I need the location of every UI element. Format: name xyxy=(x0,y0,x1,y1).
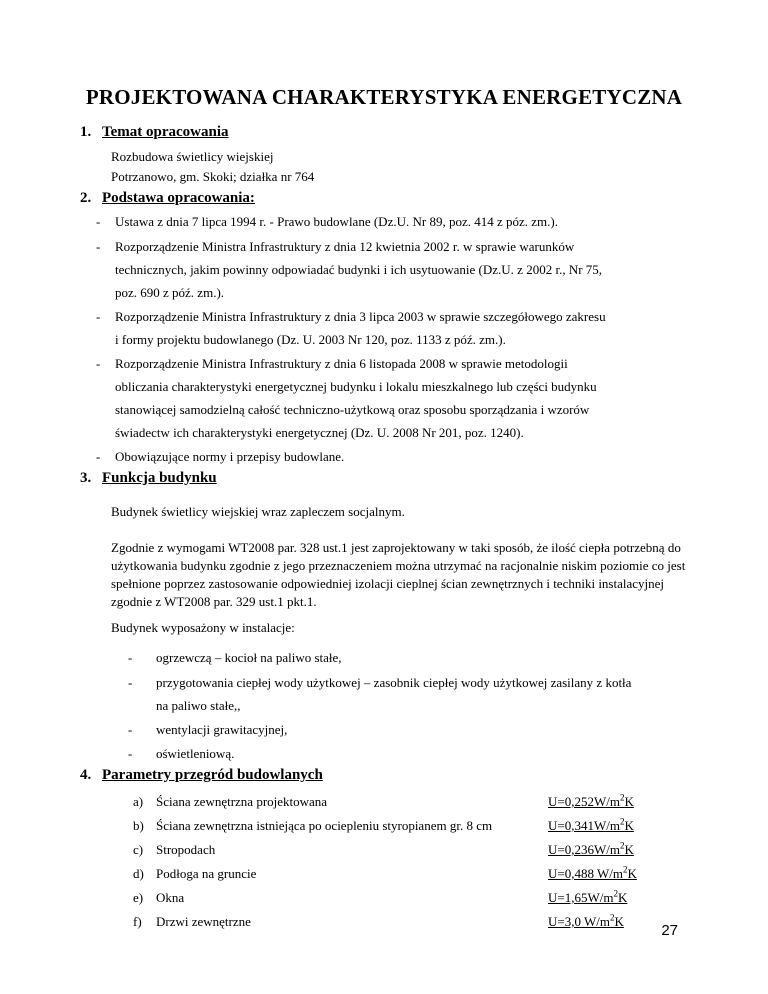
section-heading-1 xyxy=(80,124,229,141)
basis-item-1: Ustawa z dnia 7 lipca 1994 r. - Prawo budowlane (Dz.U. Nr 89, poz. 414 z póz. zm.). xyxy=(115,214,558,229)
param-value: $U=0,341W/m^2K$ xyxy=(548,816,634,833)
basis-item-2-line-1: Rozporządzenie Ministra Infrastruktury z dnia 12 kwietnia 2002 r. w sprawie warunków xyxy=(115,239,575,254)
list-dash: - xyxy=(96,239,101,254)
basis-item-4-line-2: obliczania charakterystyki energetycznej budynku i lokalu mieszkalnego lub części budynku xyxy=(115,379,597,394)
section-number: 4. xyxy=(80,767,92,783)
list-dash: - xyxy=(128,722,133,737)
param-label: Ściana zewnętrzna istniejąca po ociepleniu styropianem gr. 8 cm xyxy=(156,818,493,833)
param-label: Podłoga na gruncie xyxy=(156,866,257,881)
param-value: U=0,488 $W/m^2K$ xyxy=(548,864,637,881)
list-dash: - xyxy=(96,214,101,229)
param-label: Stropodach xyxy=(156,842,216,857)
param-letter: b) xyxy=(133,818,144,833)
section-title: Podstawa opracowania: xyxy=(102,190,255,206)
page-number: 27 xyxy=(661,922,678,939)
list-dash: - xyxy=(96,309,101,324)
function-paragraph-1: Budynek świetlicy wiejskiej wraz zapleczem socjalnym. xyxy=(111,504,405,519)
section-title: Funkcja budynku xyxy=(102,470,217,486)
function-paragraph-3: Budynek wyposażony w instalacje: xyxy=(111,620,295,635)
list-dash: - xyxy=(128,746,133,761)
param-value: $U=1,65W/m^2K$ xyxy=(548,888,628,905)
section-heading-4 xyxy=(80,767,323,784)
list-dash: - xyxy=(96,356,101,371)
installation-item-1: ogrzewczą – kocioł na paliwo stałe, xyxy=(156,650,342,665)
topic-line-2: Potrzanowo, gm. Skoki; działka nr 764 xyxy=(111,169,315,184)
basis-item-2-line-3: poz. 690 z póź. zm.). xyxy=(115,285,225,300)
section-heading-3 xyxy=(80,470,217,487)
list-dash: - xyxy=(128,675,133,690)
installation-item-2-line-1: przygotowania ciepłej wody użytkowej – zasobnik ciepłej wody użytkowej zasilany z kotła xyxy=(156,675,632,690)
list-dash: - xyxy=(128,650,133,665)
installation-item-4: oświetleniową. xyxy=(156,746,235,761)
param-value: U=3,0 $W/m^2K$ xyxy=(548,912,624,929)
param-letter: a) xyxy=(133,794,144,809)
param-label: Okna xyxy=(156,890,185,905)
section-number: 3. xyxy=(80,470,92,486)
basis-item-4-line-1: Rozporządzenie Ministra Infrastruktury z dnia 6 listopada 2008 w sprawie metodologii xyxy=(115,356,568,371)
basis-item-5: Obowiązujące normy i przepisy budowlane. xyxy=(115,449,345,464)
section-number: 2. xyxy=(80,190,92,206)
param-value: $U=0,236W/m^2K$ xyxy=(548,840,634,857)
param-letter: e) xyxy=(133,890,144,905)
basis-item-4-line-3: stanowiącej samodzielną całość techniczno-użytkową oraz sposobu sporządzania i wzorów xyxy=(115,402,590,417)
function-paragraph-2: Zgodnie z wymogami WT2008 par. 328 ust.1 jest zaprojektowany w taki sposób, że ilość ciepła potrzebną do użytkowania budynku zgodnie z jego przeznaczeniem można utrzymać na racjonalnie niskim poziomie co jest spełnione poprzez zastosowanie odpowiedniej izolacji cieplnej ścian zewnętrznych i techniki instalacyjnej zgodnie z WT2008 par. 329 ust.1 pkt.1. xyxy=(111,540,686,609)
list-dash: - xyxy=(96,449,101,464)
basis-item-3-line-2: i formy projektu budowlanego (Dz. U. 2003 Nr 120, poz. 1133 z póź. zm.). xyxy=(115,332,506,347)
section-number: 1. xyxy=(80,124,92,140)
param-letter: f) xyxy=(133,914,142,929)
section-title: Temat opracowania xyxy=(102,124,229,140)
param-label: Drzwi zewnętrzne xyxy=(156,914,251,929)
installation-item-2-line-2: na paliwo stałe,, xyxy=(156,698,241,713)
section-title: Parametry przegród budowlanych xyxy=(102,767,323,783)
basis-item-3-line-1: Rozporządzenie Ministra Infrastruktury z dnia 3 lipca 2003 w sprawie szczegółowego zakresu xyxy=(115,309,606,324)
param-letter: c) xyxy=(133,842,144,857)
param-value: $U=0,252W/m^2K$ xyxy=(548,792,634,809)
topic-line-1: Rozbudowa świetlicy wiejskiej xyxy=(111,149,274,164)
basis-item-2-line-2: technicznych, jakim powinny odpowiadać budynki i ich usytuowanie (Dz.U. z 2002 r., Nr 75, xyxy=(115,262,603,277)
section-heading-2 xyxy=(80,190,255,207)
param-label: Ściana zewnętrzna projektowana xyxy=(156,794,328,809)
basis-item-4-line-4: świadectw ich charakterystyki energetycznej (Dz. U. 2008 Nr 201, poz. 1240). xyxy=(115,425,524,440)
page-title: PROJEKTOWANA CHARAKTERYSTYKA ENERGETYCZNA xyxy=(85,85,683,109)
installation-item-3: wentylacji grawitacyjnej, xyxy=(156,722,288,737)
param-letter: d) xyxy=(133,866,144,881)
